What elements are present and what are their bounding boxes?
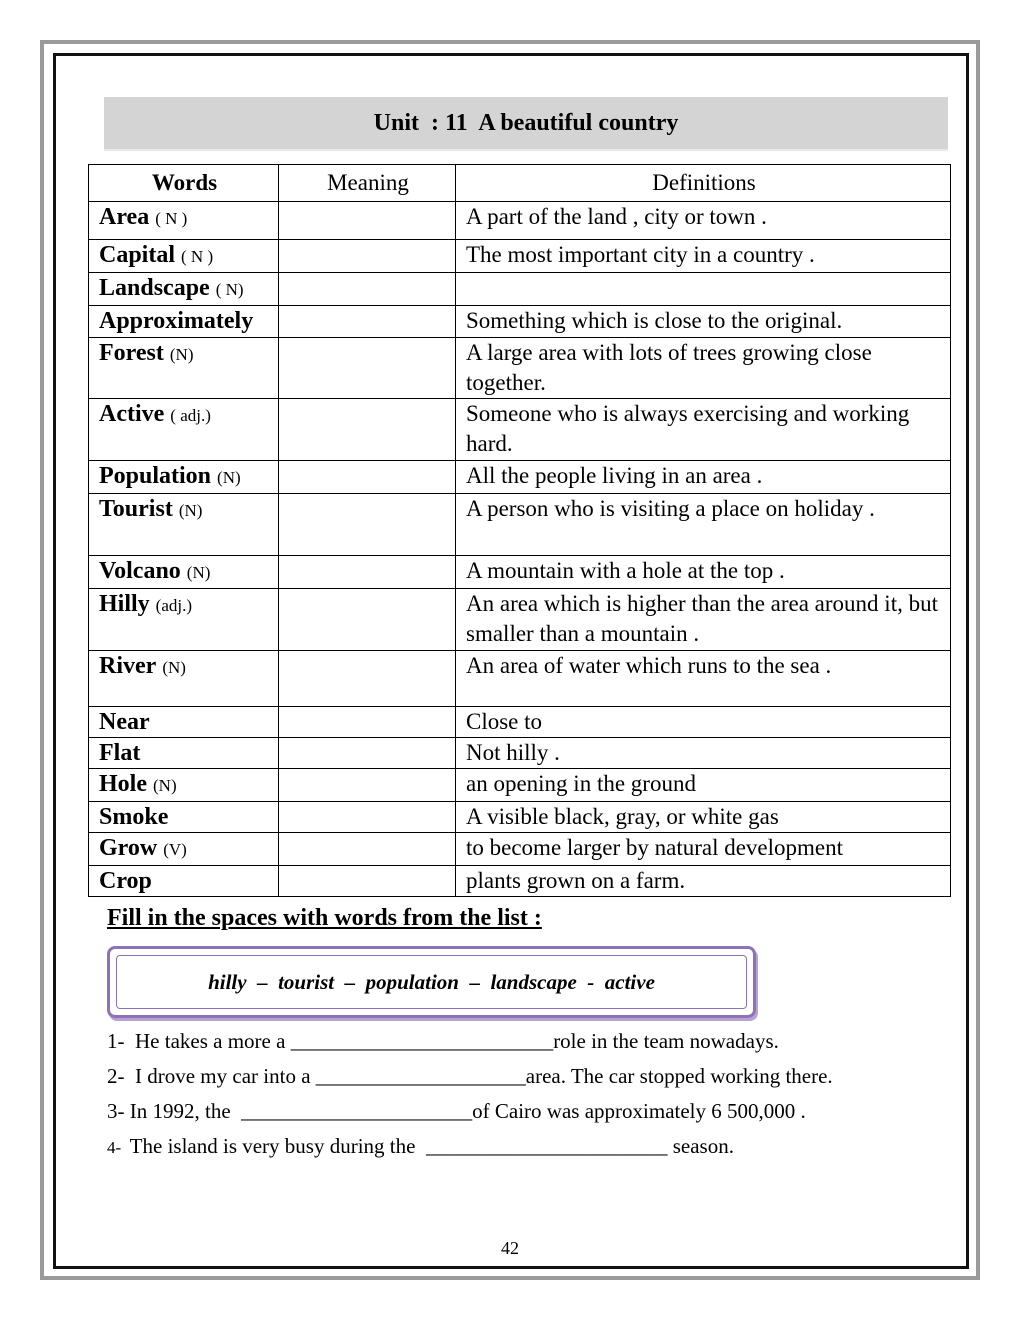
header-meaning: Meaning xyxy=(279,165,456,202)
word-cell xyxy=(89,338,279,399)
table-row xyxy=(89,738,951,769)
word-cell xyxy=(89,802,279,833)
vocabulary-table xyxy=(88,164,951,897)
table-row xyxy=(89,589,951,651)
word-list: hilly – tourist – population – landscape - active xyxy=(116,955,747,1009)
word-cell xyxy=(89,494,279,556)
definition-cell: A visible black, gray, or white gas xyxy=(456,802,951,833)
word-cell xyxy=(89,738,279,769)
exercise-sentence xyxy=(107,1029,779,1054)
vocab-word: Volcano xyxy=(99,558,181,584)
sentence-text-after: of Cairo was approximately 6 500,000 . xyxy=(472,1099,806,1123)
exercise-instruction: Fill in the spaces with words from the list : xyxy=(107,905,542,931)
part-of-speech: ( N ) xyxy=(181,247,214,266)
vocab-word: Population xyxy=(99,463,212,489)
sentence-text-before: I drove my car into a xyxy=(135,1064,316,1088)
meaning-cell[interactable] xyxy=(279,866,456,897)
vocab-word: Tourist xyxy=(99,496,173,522)
vocab-word: Area xyxy=(99,204,150,230)
definition-cell: Something which is close to the original. xyxy=(456,306,951,338)
part-of-speech: ( adj.) xyxy=(170,406,211,425)
meaning-cell[interactable] xyxy=(279,738,456,769)
meaning-cell[interactable] xyxy=(279,399,456,461)
word-list-box xyxy=(107,946,756,1018)
part-of-speech: (N) xyxy=(217,468,241,487)
definition-cell: An area of water which runs to the sea . xyxy=(456,651,951,707)
table-row xyxy=(89,866,951,897)
definition-cell: A mountain with a hole at the top . xyxy=(456,556,951,589)
sentence-number: 1- xyxy=(107,1029,135,1053)
sentence-text-after: area. The car stopped working there. xyxy=(525,1064,833,1088)
meaning-cell[interactable] xyxy=(279,707,456,738)
table-row xyxy=(89,338,951,399)
meaning-cell[interactable] xyxy=(279,461,456,494)
vocab-word: Forest xyxy=(99,340,164,366)
unit-title: Unit : 11 A beautiful country xyxy=(104,97,948,151)
table-row xyxy=(89,802,951,833)
definition-cell: Not hilly . xyxy=(456,738,951,769)
definition-cell: Someone who is always exercising and working hard. xyxy=(456,399,951,461)
vocab-word: Flat xyxy=(99,740,141,766)
word-cell xyxy=(89,202,279,240)
vocab-word: Near xyxy=(99,709,150,735)
table-row xyxy=(89,651,951,707)
meaning-cell[interactable] xyxy=(279,769,456,802)
sentence-text-before: The island is very busy during the xyxy=(129,1134,426,1158)
header-definitions: Definitions xyxy=(456,165,951,202)
word-cell xyxy=(89,651,279,707)
sentence-number: 3- xyxy=(107,1099,130,1123)
vocab-word: Active xyxy=(99,401,165,427)
part-of-speech: (N) xyxy=(162,658,186,677)
exercise-sentence xyxy=(107,1064,833,1089)
word-cell xyxy=(89,769,279,802)
table-header-row xyxy=(89,165,951,202)
fill-in-blank[interactable]: _______________________ xyxy=(425,1134,668,1158)
meaning-cell[interactable] xyxy=(279,589,456,651)
table-row xyxy=(89,707,951,738)
meaning-cell[interactable] xyxy=(279,802,456,833)
table-row xyxy=(89,769,951,802)
definition-cell: A part of the land , city or town . xyxy=(456,202,951,240)
table-row xyxy=(89,494,951,556)
definition-cell: A large area with lots of trees growing close together. xyxy=(456,338,951,399)
part-of-speech: (N) xyxy=(186,563,211,582)
part-of-speech: ( N) xyxy=(215,280,244,299)
definition-cell: to become larger by natural development xyxy=(456,833,951,866)
part-of-speech: (adj.) xyxy=(155,596,193,615)
meaning-cell[interactable] xyxy=(279,556,456,589)
vocabulary-rows xyxy=(89,202,951,897)
vocab-word: River xyxy=(99,653,157,679)
sentence-text-before: In 1992, the xyxy=(129,1099,242,1123)
table-row xyxy=(89,273,951,306)
table-row xyxy=(89,202,951,240)
table-row xyxy=(89,833,951,866)
word-cell xyxy=(89,306,279,338)
table-row xyxy=(89,399,951,461)
vocab-word: Hole xyxy=(99,771,147,797)
page-number: 42 xyxy=(501,1238,519,1258)
part-of-speech: (N) xyxy=(178,501,203,520)
vocab-word: Landscape xyxy=(99,275,210,301)
definition-cell: plants grown on a farm. xyxy=(456,866,951,897)
vocab-word: Crop xyxy=(99,868,152,894)
exercise-sentence xyxy=(107,1134,734,1159)
word-cell xyxy=(89,556,279,589)
sentence-text-after: role in the team nowadays. xyxy=(553,1029,779,1053)
sentence-number: 2- xyxy=(107,1064,135,1088)
vocab-word: Grow xyxy=(99,835,158,861)
definition-cell: All the people living in an area . xyxy=(456,461,951,494)
part-of-speech: (N) xyxy=(169,345,194,364)
word-cell xyxy=(89,399,279,461)
meaning-cell[interactable] xyxy=(279,202,456,240)
meaning-cell[interactable] xyxy=(279,273,456,306)
meaning-cell[interactable] xyxy=(279,833,456,866)
table-row xyxy=(89,556,951,589)
definition-cell xyxy=(456,273,951,306)
word-cell xyxy=(89,707,279,738)
definition-cell: An area which is higher than the area around it, but smaller than a mountain . xyxy=(456,589,951,651)
sentence-text-before: He takes a more a xyxy=(135,1029,291,1053)
word-cell xyxy=(89,589,279,651)
fill-in-blank[interactable]: ______________________ xyxy=(241,1099,473,1123)
word-cell xyxy=(89,866,279,897)
word-cell xyxy=(89,273,279,306)
sentence-text-after: season. xyxy=(667,1134,734,1158)
meaning-cell[interactable] xyxy=(279,494,456,556)
fill-in-blank[interactable]: _________________________ xyxy=(290,1029,554,1053)
part-of-speech: (N) xyxy=(153,776,177,795)
meaning-cell[interactable] xyxy=(279,306,456,338)
header-words: Words xyxy=(89,165,279,202)
fill-in-blank[interactable]: ____________________ xyxy=(315,1064,526,1088)
part-of-speech: ( N ) xyxy=(155,209,188,228)
vocab-word: Hilly xyxy=(99,591,150,617)
definition-cell: The most important city in a country . xyxy=(456,240,951,273)
sentence-number: 4- xyxy=(107,1138,130,1157)
word-cell xyxy=(89,461,279,494)
definition-cell: A person who is visiting a place on holiday . xyxy=(456,494,951,556)
vocab-word: Approximately xyxy=(99,308,254,334)
definition-cell: an opening in the ground xyxy=(456,769,951,802)
meaning-cell[interactable] xyxy=(279,240,456,273)
meaning-cell[interactable] xyxy=(279,338,456,399)
definition-cell: Close to xyxy=(456,707,951,738)
table-row xyxy=(89,306,951,338)
table-row xyxy=(89,461,951,494)
table-row xyxy=(89,240,951,273)
word-cell xyxy=(89,240,279,273)
part-of-speech: (V) xyxy=(163,840,187,859)
word-cell xyxy=(89,833,279,866)
vocab-word: Smoke xyxy=(99,804,169,830)
vocab-word: Capital xyxy=(99,242,176,268)
exercise-sentence xyxy=(107,1099,806,1124)
meaning-cell[interactable] xyxy=(279,651,456,707)
